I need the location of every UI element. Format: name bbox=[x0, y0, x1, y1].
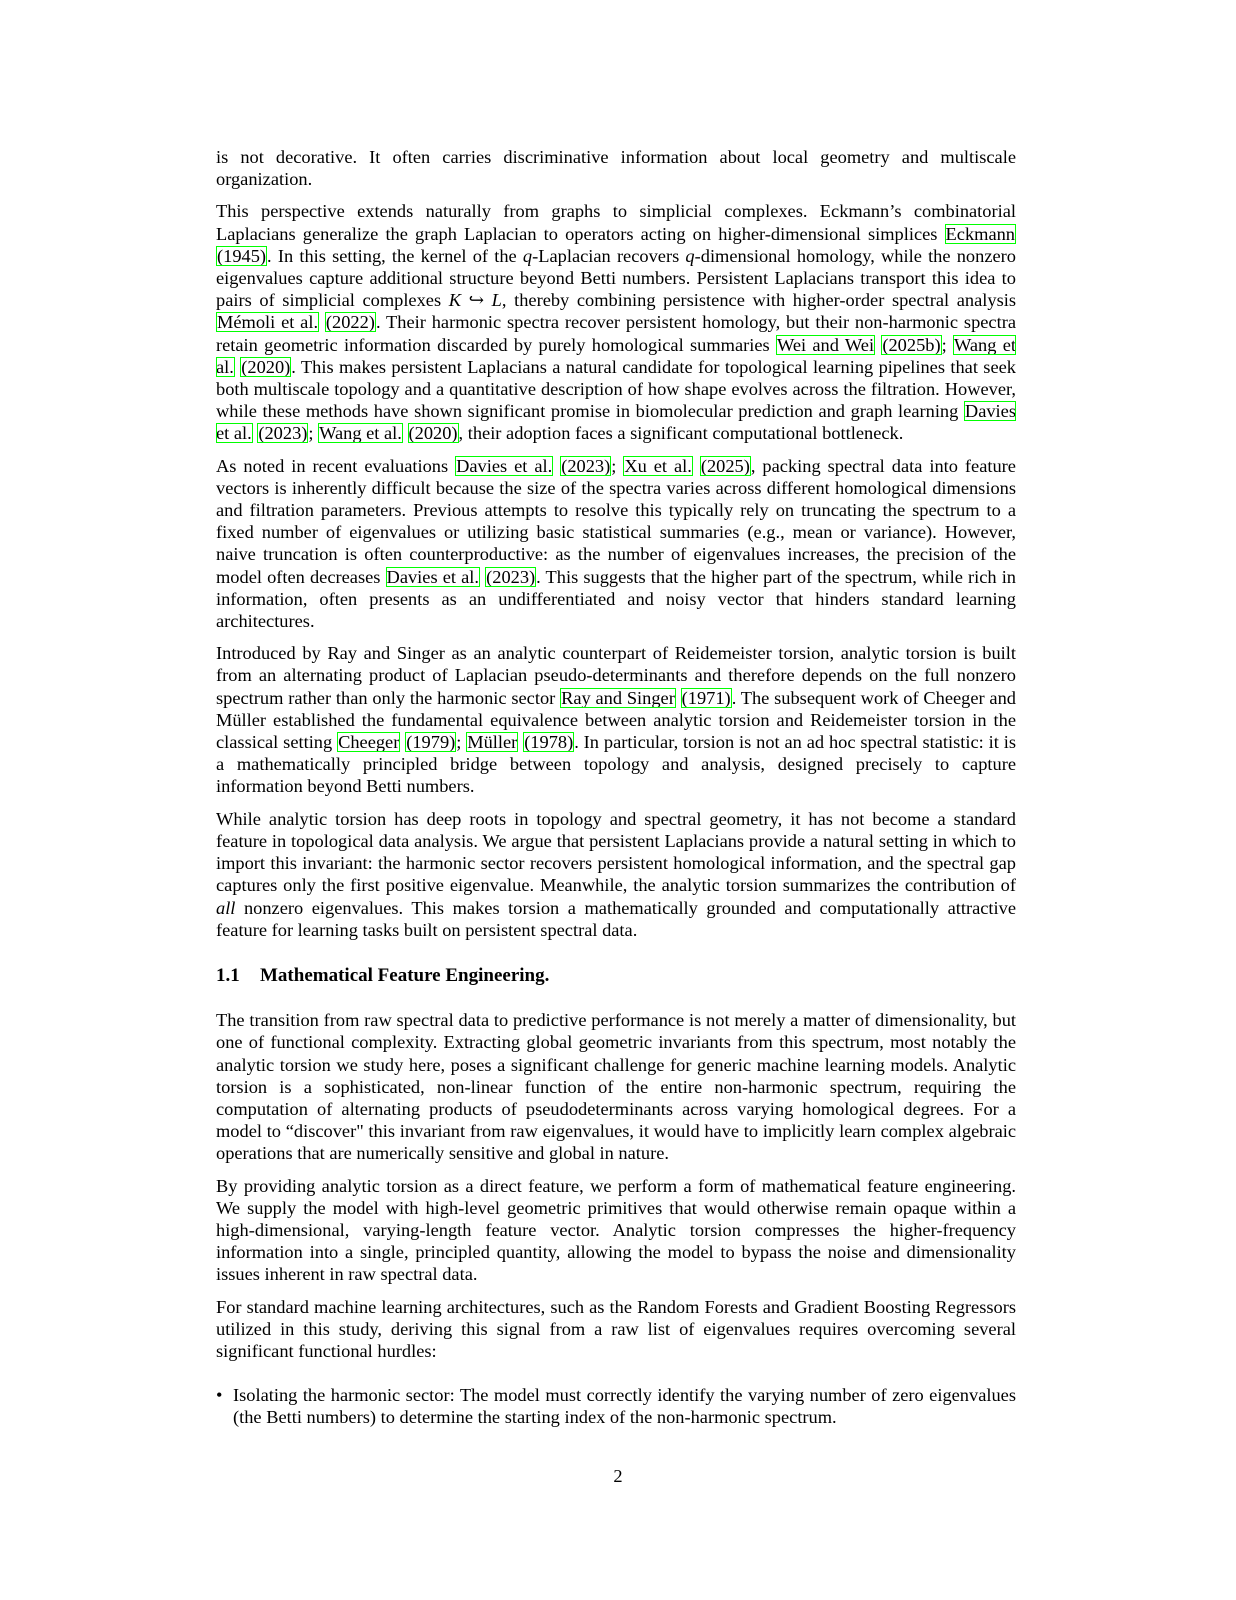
citation-link[interactable]: Cheeger bbox=[338, 732, 400, 753]
text-run: . This makes persistent Laplacians a natural candidate for topological learning pipelines that seek both multiscale topology and a quantitative description of how shape evolves across the filtration. However, while these methods have shown significant promise in biomolecular prediction and graph learning bbox=[216, 356, 1016, 422]
text-run: ; bbox=[941, 334, 953, 355]
text-run: . The subsequent work of Cheeger and Müller established the fundamental equivalence between analytic torsion and Reidemeister torsion in the classical setting bbox=[216, 687, 1016, 753]
text-run: The transition from raw spectral data to predictive performance is not merely a matter of dimensionality, but one of functional complexity. Extracting global geometric invariants from this spectrum, most notably the analytic torsion we study here, poses a significant challenge for generic machine learning models. Analytic torsion is a sophisticated, non-linear function of the entire non-harmonic spectrum, requiring the computation of alternating products of pseudodeterminants across varying homological degrees. For a model to “discover" this invariant from raw eigenvalues, it would have to implicitly learn complex algebraic operations that are numerically sensitive and global in nature. bbox=[216, 1010, 1016, 1164]
citation-year-link[interactable]: (2025) bbox=[700, 455, 750, 476]
list-item bbox=[216, 1384, 1016, 1428]
text-run: By providing analytic torsion as a direct feature, we perform a form of mathematical feature engineering. We supply the model with high-level geometric primitives that would otherwise remain opaque within a high-dimensional, varying-length feature vector. Analytic torsion compresses the higher-frequency information into a single, principled quantity, allowing the model to bypass the noise and dimensionality issues inherent in raw spectral data. bbox=[216, 1175, 1016, 1285]
citation-year-link[interactable]: (2020) bbox=[241, 356, 291, 377]
citation-link[interactable]: Davies et al. bbox=[386, 566, 479, 587]
text-run: Introduced by Ray and Singer as an analytic counterpart of Reidemeister torsion, analytic torsion is built from an alternating product of Laplacian pseudo-determinants and therefore depends on the full nonzero spectrum rather than only the harmonic sector bbox=[216, 643, 1016, 708]
paragraph-hurdles-intro bbox=[216, 1296, 1016, 1363]
text-run: Isolating the harmonic sector: The model must correctly identify the varying number of zero eigenvalues (the Betti numbers) to determine the starting index of the non-harmonic spectrum. bbox=[233, 1385, 1016, 1428]
citation-year-link[interactable]: (1945) bbox=[217, 245, 267, 266]
citation-year-link[interactable]: (2025b) bbox=[882, 334, 941, 355]
paragraph-feature-engineering bbox=[216, 1175, 1016, 1286]
text-run: , thereby combining persistence with higher-order spectral analysis bbox=[501, 290, 1016, 311]
text-run: While analytic torsion has deep roots in topology and spectral geometry, it has not become a standard feature in topological data analysis. We argue that persistent Laplacians provide a natural setting in which to import this invariant: the harmonic sector recovers persistent homological information, and the spectral gap captures only the first positive eigenvalue. Meanwhile, the analytic torsion summarizes the contribution of bbox=[216, 808, 1016, 896]
text-run: ; bbox=[308, 423, 319, 444]
citation-link[interactable]: Davies et al. bbox=[456, 455, 553, 476]
text-run: -dimensional homology, while the nonzero eigenvalues capture additional structure beyond Betti numbers. Persistent Laplacians transport this idea to pairs of simplicial complexes bbox=[216, 245, 1016, 311]
math-symbol: q bbox=[522, 245, 533, 266]
citation-link[interactable]: Mémoli et al. bbox=[217, 312, 319, 333]
text-run: . Their harmonic spectra recover persistent homology, but their non-harmonic spectra retain geometric information discarded by purely homological summaries bbox=[216, 312, 1016, 355]
paragraph-analytic-torsion-history bbox=[216, 642, 1016, 797]
text-run: . In this setting, the kernel of the bbox=[267, 245, 523, 266]
text-run: -Laplacian recovers bbox=[532, 245, 686, 266]
text-run: nonzero eigenvalues. This makes torsion a mathematically grounded and computationally attractive feature for learning tasks built on persistent spectral data. bbox=[216, 897, 1016, 940]
citation-year-link[interactable]: (2023) bbox=[486, 566, 536, 587]
citation-link[interactable]: Ray and Singer bbox=[561, 687, 675, 708]
hurdles-list bbox=[216, 1384, 1016, 1428]
section-number: 1.1 bbox=[216, 964, 240, 986]
paragraph-spectral-packing bbox=[216, 455, 1016, 633]
citation-link[interactable]: Wang et al. bbox=[319, 423, 402, 444]
text-run: ; bbox=[611, 455, 624, 476]
paragraph-torsion-in-tda bbox=[216, 808, 1016, 941]
citation-link[interactable]: Müller bbox=[467, 732, 518, 753]
citation-link[interactable]: Davies et al. bbox=[216, 401, 1016, 444]
paragraph-functional-complexity bbox=[216, 1009, 1016, 1164]
section-heading bbox=[216, 965, 1016, 987]
text-run: is not decorative. It often carries discriminative information about local geometry and multiscale organization. bbox=[216, 147, 1016, 190]
math-expression: K ↪ L bbox=[448, 290, 502, 311]
text-run: ; bbox=[456, 732, 467, 753]
citation-year-link[interactable]: (2023) bbox=[561, 455, 611, 476]
text-run bbox=[693, 456, 700, 476]
citation-year-link[interactable]: (2020) bbox=[408, 423, 458, 444]
text-run: . In particular, torsion is not an ad hoc spectral statistic: it is a mathematically principled bridge between topology and analysis, designed precisely to capture information beyond Betti numbers. bbox=[216, 732, 1016, 797]
text-run: This perspective extends naturally from graphs to simplicial complexes. Eckmann’s combinatorial Laplacians generalize the graph Laplacian to operators acting on higher-dimensional simplices bbox=[216, 201, 1016, 244]
page-number: 2 bbox=[613, 1466, 623, 1486]
text-run: As noted in recent evaluations bbox=[216, 455, 456, 476]
citation-year-link[interactable]: (1971) bbox=[681, 687, 731, 708]
emphasis: all bbox=[216, 897, 236, 918]
citation-year-link[interactable]: (2023) bbox=[258, 423, 308, 444]
citation-link[interactable]: Wei and Wei bbox=[776, 334, 875, 355]
section-title: Mathematical Feature Engineering. bbox=[260, 964, 550, 986]
math-symbol: q bbox=[685, 245, 695, 266]
text-run bbox=[676, 688, 681, 708]
paragraph-combinatorial-laplacians bbox=[216, 200, 1016, 444]
paper-page bbox=[216, 146, 1016, 1429]
citation-year-link[interactable]: (2022) bbox=[325, 312, 375, 333]
text-run bbox=[403, 423, 408, 443]
citation-year-link[interactable]: (1979) bbox=[406, 732, 456, 753]
paragraph-intro-continuation bbox=[216, 146, 1016, 190]
citation-link[interactable]: Wang et al. bbox=[216, 334, 1016, 377]
citation-year-link[interactable]: (1978) bbox=[524, 732, 574, 753]
text-run: , their adoption faces a significant computational bottleneck. bbox=[458, 423, 904, 444]
text-run: For standard machine learning architectures, such as the Random Forests and Gradient Boosting Regressors utilized in this study, deriving this signal from a raw list of eigenvalues requires overcoming several significant functional hurdles: bbox=[216, 1296, 1016, 1361]
text-run: , packing spectral data into feature vectors is inherently difficult because the size of the spectra varies across different homological dimensions and filtration parameters. Previous attempts to resolve this typically rely on truncating the spectrum to a fixed number of eigenvalues or utilizing basic statistical summaries (e.g., mean or variance). However, naive truncation is often counterproductive: as the number of eigenvalues increases, the precision of the model often decreases bbox=[216, 455, 1016, 587]
citation-link[interactable]: Eckmann bbox=[945, 223, 1015, 244]
citation-link[interactable]: Xu et al. bbox=[624, 455, 692, 476]
text-run: . This suggests that the higher part of the spectrum, while rich in information, often presents as an undifferentiated and noisy vector that hinders standard learning architectures. bbox=[216, 566, 1016, 632]
